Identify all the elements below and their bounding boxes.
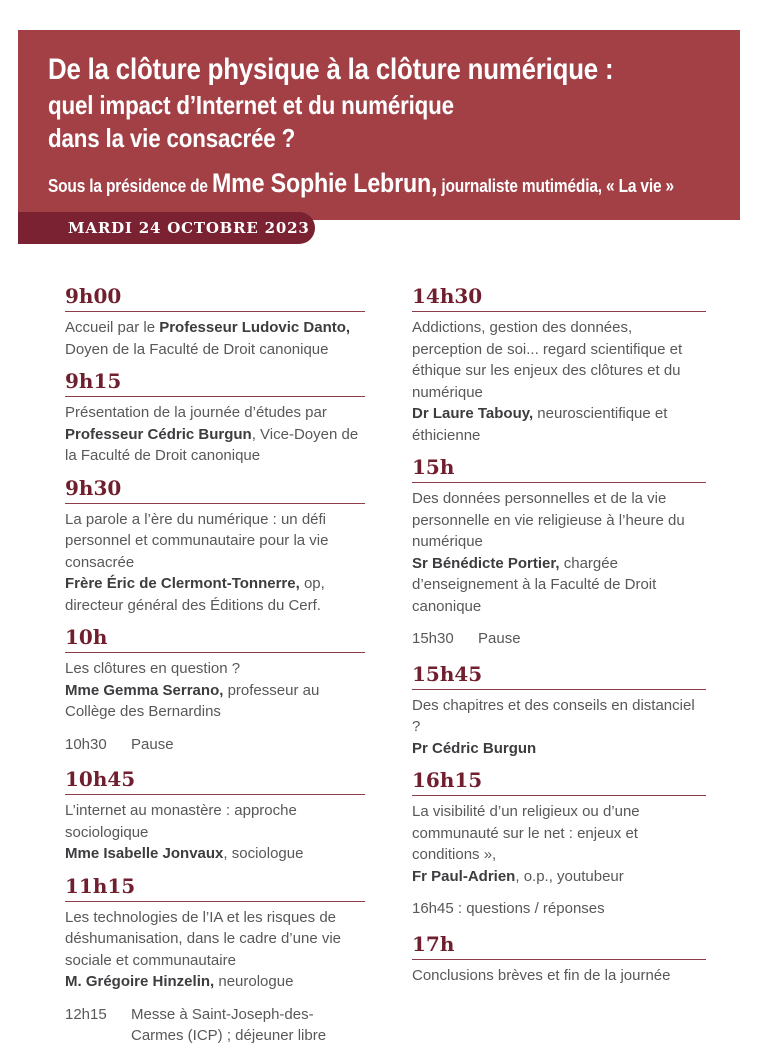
session-text: op, directeur général des Éditions du Cerf. [65,575,325,614]
note-text: Pause [478,630,521,647]
session-text: Accueil par le [65,319,160,336]
session-text: neuroscientifique et éthicienne [412,405,668,444]
session-time: 17h [412,934,706,960]
session-description [412,695,706,760]
schedule-note [412,898,706,920]
header-banner-text [48,50,745,201]
note-text: Messe à Saint-Joseph-des-Carmes (ICP) ; déjeuner libre [131,1005,327,1044]
session-time: 15h [412,457,706,483]
speaker-name: M. Grégoire Hinzelin, [65,973,215,990]
session-15h45 [412,661,706,760]
schedule-note [412,628,706,650]
speaker-name: Professeur Cédric Burgun [65,425,252,443]
session-text: Les technologies de l’IA et les risques de déshumanisation, dans le cadre d’une vie sociale et communautaire [65,908,342,969]
session-description [412,488,706,617]
session-10h [65,627,365,723]
schedule-note [65,734,365,756]
session-9h30 [65,475,365,617]
session-description [65,800,365,865]
session-text: Des données personnelles et de la vie personnelle en vie religieuse à l’heure du numérique [412,490,685,550]
note-time: 15h30 [412,630,454,647]
schedule-note [65,1004,365,1047]
session-description [412,317,706,446]
speaker-name: Sr Bénédicte Portier, [412,554,560,572]
session-text: chargée d’enseignement à la Faculté de Droit canonique [412,554,657,615]
session-text: La visibilité d’un religieux ou d’une communauté sur le net : enjeux et conditions », [412,803,640,863]
session-15h [412,457,706,617]
session-description [65,509,365,617]
note-text: 16h45 : questions / réponses [412,900,605,917]
session-text: Les clôtures en question ? [65,660,241,677]
session-17h [412,931,706,987]
session-description [412,801,706,887]
session-16h15 [412,770,706,887]
session-description [65,658,365,723]
speaker-name: Mme Isabelle Jonvaux [65,845,224,862]
session-text: Des chapitres et des conseils en distanciel ? [412,696,695,735]
session-text: Doyen de la Faculté de Droit canonique [65,340,329,358]
session-text: , o.p., youtubeur [515,867,624,885]
speaker-name: Mme Gemma Serrano, [65,681,224,699]
session-time: 10h [65,627,365,653]
session-time: 15h45 [412,664,706,690]
session-14h30 [412,286,706,446]
president-name: Mme Sophie Lebrun, [211,168,438,198]
schedule-column-afternoon [412,286,706,997]
schedule-column-morning [65,286,365,1061]
session-text: professeur au Collège des Bernardins [65,681,320,720]
note-text: Pause [131,735,174,753]
session-time: 9h30 [65,478,365,504]
page-title-line3: dans la vie consacrée ? [48,123,296,153]
speaker-name: Professeur Ludovic Danto, [159,319,351,336]
page-title-line2: quel impact d’Internet et du numérique [48,90,454,120]
date-banner: MARDI 24 OCTOBRE 2023 [18,212,315,244]
note-time: 10h30 [65,735,107,753]
session-time: 16h15 [412,770,706,796]
session-text: Présentation de la journée d’études par [65,404,327,421]
session-11h15 [65,873,365,993]
session-text: L’internet au monastère : approche sociologique [65,802,297,841]
subtitle-prefix: Sous la présidence de [48,176,212,196]
speaker-name: Frère Éric de Clermont-Tonnerre, [65,575,300,592]
session-text: , Vice-Doyen de la Faculté de Droit canonique [65,425,359,464]
note-time: 12h15 [65,1005,107,1023]
session-time: 10h45 [65,769,365,795]
session-10h45 [65,769,365,865]
session-text: La parole a l’ère du numérique : un défi personnel et communautaire pour la vie consacrée [65,510,329,571]
session-description [412,965,706,987]
session-time: 9h00 [65,286,365,312]
session-text: Conclusions brèves et fin de la journée [412,966,671,984]
session-text: Addictions, gestion des données, perception de soi... regard scientifique et éthique sur les enjeux des clôtures et du numérique [412,319,683,401]
speaker-name: Dr Laure Tabouy, [412,405,534,422]
session-text: neurologue [214,973,294,990]
subtitle-suffix: journaliste mutimédia, « La vie » [437,176,674,196]
page-title-line1: De la clôture physique à la clôture numérique : [48,53,614,86]
session-description [65,317,365,360]
session-description [65,402,365,467]
speaker-name: Pr Cédric Burgun [412,739,537,757]
session-text: , sociologue [223,845,304,862]
header-banner [18,30,740,220]
presidency-subtitle [48,168,745,201]
session-description [65,907,365,993]
session-9h00 [65,286,365,360]
session-time: 14h30 [412,286,706,312]
session-time: 9h15 [65,371,365,397]
session-time: 11h15 [65,876,365,902]
session-9h15 [65,371,365,467]
speaker-name: Fr Paul-Adrien [412,867,516,885]
